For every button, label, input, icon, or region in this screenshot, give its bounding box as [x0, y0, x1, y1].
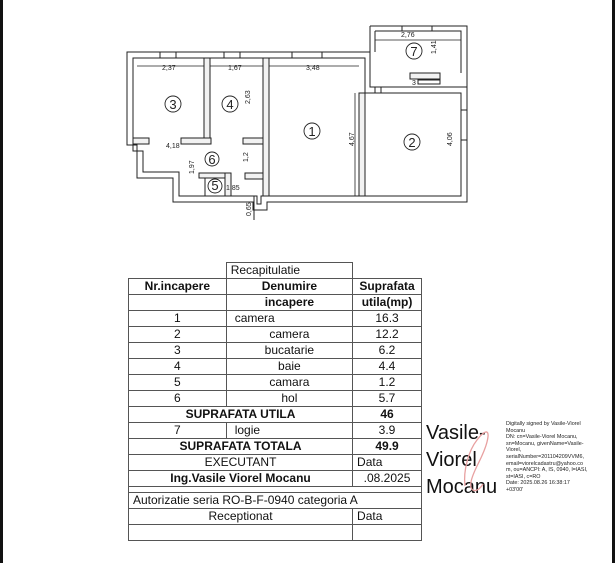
engineer-row	[129, 471, 422, 487]
row-name: hol	[226, 391, 352, 407]
dim-entrance: 0,65	[246, 202, 253, 216]
loggia-nr: 7	[129, 423, 227, 439]
dim-room4-height: 2,63	[245, 90, 252, 104]
room-number-3: 3	[169, 97, 177, 112]
room-number-7: 7	[410, 44, 418, 59]
row-area: 6.2	[353, 343, 422, 359]
signature-name-line: Vasile-	[426, 422, 486, 444]
dim-hall-height: 1,97	[189, 160, 196, 174]
dim-logie-width: 2,76	[401, 32, 415, 39]
room-number-2: 2	[408, 135, 416, 150]
signature-detail-line: DN: cn=Vasile-Viorel Mocanu,	[506, 434, 578, 441]
row-name: camara	[226, 375, 352, 391]
executant-row	[129, 455, 422, 471]
header-nr: Nr.incapere	[129, 279, 227, 295]
signature-detail-line: Mocanu	[506, 427, 526, 434]
area-summary-table	[128, 262, 422, 541]
table-title-row	[129, 263, 422, 279]
row-area: 5.7	[353, 391, 422, 407]
authorization-text: Autorizatie seria RO-B-F-0940 categoria A	[129, 493, 422, 509]
row-nr: 2	[129, 327, 227, 343]
receptionat-data-label: Data	[353, 509, 422, 525]
signature-detail-line: sn=Mocanu, givenName=Vasile-	[506, 440, 584, 447]
signature-detail-line: +03'00'	[506, 486, 524, 493]
row-name: camera	[226, 311, 352, 327]
total-area-label: SUPRAFATA TOTALA	[129, 439, 353, 455]
engineer-name: Ing.Vasile Viorel Mocanu	[129, 471, 353, 487]
signature-detail-line: Viorel,	[506, 447, 522, 454]
digital-signature-details	[506, 421, 612, 494]
useful-area-label: SUPRAFATA UTILA	[129, 407, 353, 423]
table-title: Recapitulatie	[226, 263, 352, 279]
empty-row	[129, 525, 422, 541]
table-row	[129, 359, 422, 375]
row-area: 1.2	[353, 375, 422, 391]
room-number-6: 6	[208, 152, 216, 167]
row-area: 4.4	[353, 359, 422, 375]
room-number-5: 5	[211, 178, 219, 193]
receptionat-row	[129, 509, 422, 525]
table-row	[129, 391, 422, 407]
row-area: 16.3	[353, 311, 422, 327]
header-name-line2: incapere	[226, 295, 352, 311]
table-row	[129, 311, 422, 327]
table-header-row-1	[129, 279, 422, 295]
signature-detail-line: m, ou=ANCPI: A, IS, 0940, l=IASI,	[506, 467, 588, 474]
dim-hall-width: 4,18	[166, 143, 180, 150]
loggia-area: 3.9	[353, 423, 422, 439]
dim-room1-width: 3,48	[306, 65, 320, 72]
row-nr: 5	[129, 375, 227, 391]
useful-area-value: 46	[353, 407, 422, 423]
dim-logie-height: 1,41	[431, 40, 438, 54]
authorization-row	[129, 493, 422, 509]
dim-room5-width: 1,85	[226, 185, 240, 192]
signature-detail-line: serialNumber=201104209VVM6,	[506, 453, 584, 460]
header-area-line2: utila(mp)	[353, 295, 422, 311]
dim-three: 3	[412, 80, 416, 87]
table-row	[129, 327, 422, 343]
signature-name-line: Viorel	[426, 449, 477, 471]
dim-room3-width: 2,37	[162, 65, 176, 72]
useful-area-row	[129, 407, 422, 423]
room-number-4: 4	[226, 97, 234, 112]
total-area-row	[129, 439, 422, 455]
row-name: camera	[226, 327, 352, 343]
receptionat-label: Receptionat	[129, 509, 353, 525]
dim-room1-height: 4,67	[349, 132, 356, 146]
row-nr: 6	[129, 391, 227, 407]
floor-plan	[0, 0, 615, 262]
row-name: bucatarie	[226, 343, 352, 359]
table-row	[129, 375, 422, 391]
room-number-1: 1	[308, 124, 316, 139]
executant-label: EXECUTANT	[129, 455, 353, 471]
dim-room4-width: 1,67	[228, 65, 242, 72]
loggia-row	[129, 423, 422, 439]
header-area-line1: Suprafata	[353, 279, 422, 295]
dim-hall-small: 1,2	[243, 152, 250, 162]
signature-detail-line: st=IASI, c=RO	[506, 473, 541, 480]
executant-data-label: Data	[353, 455, 422, 471]
table-row	[129, 343, 422, 359]
row-area: 12.2	[353, 327, 422, 343]
row-nr: 1	[129, 311, 227, 327]
signature-detail-line: email=viorelcadastru@yahoo.co	[506, 460, 583, 467]
signature-detail-line: Date: 2025.08.26 16:38:17	[506, 480, 570, 487]
loggia-name: logie	[226, 423, 352, 439]
engineer-date: .08.2025	[353, 471, 422, 487]
row-nr: 3	[129, 343, 227, 359]
row-name: baie	[226, 359, 352, 375]
signature-scribble	[461, 420, 507, 498]
signature-detail-line: Digitally signed by Vasile-Viorel	[506, 421, 581, 427]
dim-room2-height: 4,06	[447, 132, 454, 146]
row-nr: 4	[129, 359, 227, 375]
signature-name-line: Mocanu	[426, 476, 498, 498]
total-area-value: 49.9	[353, 439, 422, 455]
table-header-row-2	[129, 295, 422, 311]
header-name-line1: Denumire	[226, 279, 352, 295]
